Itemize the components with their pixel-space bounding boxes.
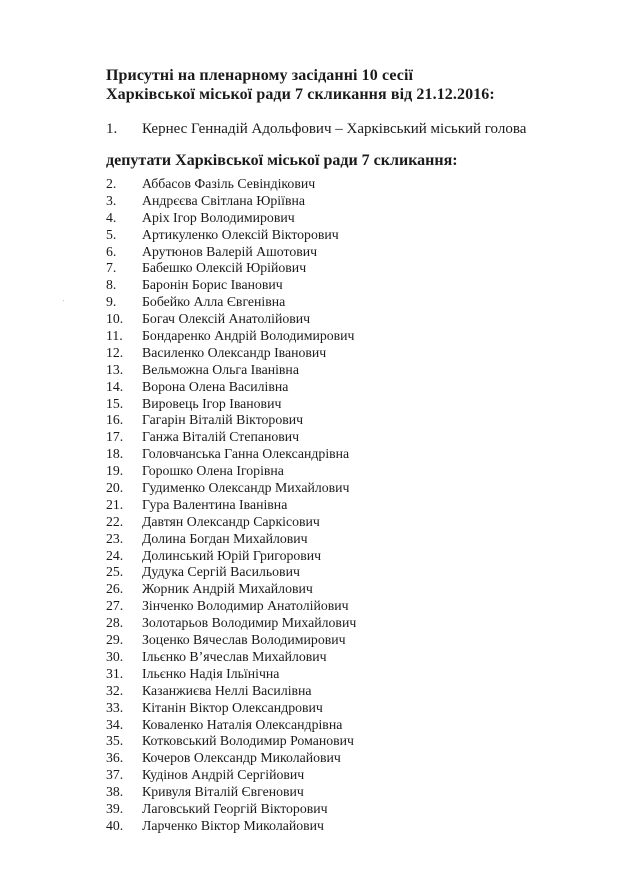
list-item <box>106 548 586 565</box>
deputy-name: Ларченко Віктор Миколайович <box>142 817 324 833</box>
deputy-number: 3. <box>106 192 117 208</box>
deputy-name: Долина Богдан Михайлович <box>142 530 308 546</box>
deputy-name: Бондаренко Андрій Володимирович <box>142 328 355 344</box>
deputies-heading: депутати Харківської міської ради 7 скликання: <box>106 152 458 169</box>
list-item <box>106 700 586 717</box>
deputy-name: Артикуленко Олексій Вікторович <box>142 226 339 242</box>
list-item <box>106 598 586 615</box>
deputy-number: 21. <box>106 496 124 512</box>
deputy-number: 4. <box>106 209 117 225</box>
deputy-number: 25. <box>106 564 124 580</box>
deputy-number: 5. <box>106 226 117 242</box>
scan-speck <box>63 300 64 301</box>
deputy-name: Ганжа Віталій Степанович <box>142 429 300 445</box>
deputy-name: Ільєнко В’ячеслав Михайлович <box>142 648 327 664</box>
deputy-number: 30. <box>106 648 124 664</box>
deputy-name: Гура Валентина Іванівна <box>142 496 288 512</box>
deputy-name: Арутюнов Валерій Ашотович <box>142 243 318 259</box>
list-item <box>106 362 586 379</box>
deputy-name: Казанжиєва Неллі Василівна <box>142 682 312 698</box>
deputy-number: 23. <box>106 530 124 546</box>
title-line-1: Присутні на пленарному засіданні 10 сесії <box>106 67 414 84</box>
list-item <box>106 446 586 463</box>
list-item <box>106 717 586 734</box>
deputy-name: Баронін Борис Іванович <box>142 277 283 293</box>
deputy-number: 8. <box>106 277 117 293</box>
deputy-name: Давтян Олександр Саркісович <box>142 513 320 529</box>
deputy-number: 26. <box>106 581 124 597</box>
deputy-name: Бобейко Алла Євгенівна <box>142 294 286 310</box>
deputy-number: 17. <box>106 429 124 445</box>
deputy-number: 2. <box>106 176 117 191</box>
list-item <box>106 227 586 244</box>
list-item <box>106 581 586 598</box>
list-item <box>106 244 586 261</box>
deputy-number: 40. <box>106 817 124 833</box>
list-item <box>106 294 586 311</box>
deputy-number: 24. <box>106 547 124 563</box>
deputy-name: Василенко Олександр Іванович <box>142 344 327 360</box>
list-item <box>106 210 586 227</box>
list-item <box>106 750 586 767</box>
list-item <box>106 429 586 446</box>
list-item <box>106 683 586 700</box>
deputy-name: Ільєнко Надія Ільїнічна <box>142 665 280 681</box>
deputy-name: Аріх Ігор Володимирович <box>142 209 295 225</box>
deputy-number: 38. <box>106 784 124 800</box>
deputy-number: 39. <box>106 800 124 816</box>
list-item <box>106 463 586 480</box>
deputy-name: Горошко Олена Ігорівна <box>142 463 284 479</box>
deputy-name: Зоценко Вячеслав Володимирович <box>142 632 346 648</box>
deputy-name: Богач Олексій Анатолійович <box>142 311 311 327</box>
list-item <box>106 801 586 818</box>
deputy-number: 36. <box>106 750 124 766</box>
list-item <box>106 733 586 750</box>
deputy-number: 33. <box>106 699 124 715</box>
deputy-name: Гудименко Олександр Михайлович <box>142 480 350 496</box>
list-item <box>106 480 586 497</box>
deputy-number: 20. <box>106 480 124 496</box>
deputy-number: 34. <box>106 716 124 732</box>
city-head-number: 1. <box>106 121 118 137</box>
deputy-name: Лаговський Георгій Вікторович <box>142 800 328 816</box>
deputy-list <box>106 176 586 835</box>
list-item <box>106 176 586 193</box>
list-item <box>106 767 586 784</box>
deputy-name: Зінченко Володимир Анатолійович <box>142 598 349 614</box>
deputy-name: Вельможна Ольга Іванівна <box>142 361 299 377</box>
deputy-number: 9. <box>106 294 117 310</box>
deputy-number: 32. <box>106 682 124 698</box>
deputy-number: 10. <box>106 311 124 327</box>
deputy-number: 18. <box>106 446 124 462</box>
list-item <box>106 260 586 277</box>
deputy-number: 6. <box>106 243 117 259</box>
deputy-name: Бабешко Олексій Юрійович <box>142 260 307 276</box>
list-item <box>106 396 586 413</box>
list-item <box>106 784 586 801</box>
list-item <box>106 615 586 632</box>
city-head-text: Кернес Геннадій Адольфович – Харківський міський голова <box>142 121 527 137</box>
deputy-number: 35. <box>106 733 124 749</box>
city-head-entry <box>106 120 606 138</box>
list-item <box>106 311 586 328</box>
deputy-number: 29. <box>106 632 124 648</box>
deputy-number: 15. <box>106 395 124 411</box>
deputy-name: Вировець Ігор Іванович <box>142 395 282 411</box>
list-item <box>106 379 586 396</box>
deputy-number: 28. <box>106 615 124 631</box>
deputy-number: 22. <box>106 513 124 529</box>
list-item <box>106 514 586 531</box>
list-item <box>106 412 586 429</box>
deputy-name: Золотарьов Володимир Михайлович <box>142 615 357 631</box>
list-item <box>106 649 586 666</box>
list-item <box>106 328 586 345</box>
deputy-number: 13. <box>106 361 124 377</box>
list-item <box>106 193 586 210</box>
list-item <box>106 818 586 835</box>
deputy-name: Котковський Володимир Романович <box>142 733 354 749</box>
list-item <box>106 564 586 581</box>
deputy-name: Кудінов Андрій Сергійович <box>142 767 305 783</box>
deputy-number: 16. <box>106 412 124 428</box>
deputy-name: Коваленко Наталія Олександрівна <box>142 716 343 732</box>
deputy-number: 14. <box>106 378 124 394</box>
deputy-number: 7. <box>106 260 117 276</box>
list-item <box>106 666 586 683</box>
deputy-name: Дудука Сергій Васильович <box>142 564 300 580</box>
deputy-name: Андрєєва Світлана Юріївна <box>142 192 305 208</box>
deputy-number: 11. <box>106 328 123 344</box>
deputy-number: 19. <box>106 463 124 479</box>
deputy-name: Кривуля Віталій Євгенович <box>142 784 304 800</box>
deputy-number: 12. <box>106 344 124 360</box>
deputy-number: 31. <box>106 665 124 681</box>
deputy-name: Ворона Олена Василівна <box>142 378 289 394</box>
list-item <box>106 277 586 294</box>
list-item <box>106 632 586 649</box>
deputy-number: 37. <box>106 767 124 783</box>
document-title <box>106 66 606 104</box>
deputy-number: 27. <box>106 598 124 614</box>
deputy-name: Кітанін Віктор Олександрович <box>142 699 323 715</box>
deputy-name: Гагарін Віталій Вікторович <box>142 412 304 428</box>
list-item <box>106 497 586 514</box>
deputy-name: Кочеров Олександр Миколайович <box>142 750 341 766</box>
deputy-name: Долинський Юрій Григорович <box>142 547 322 563</box>
list-item <box>106 531 586 548</box>
list-item <box>106 345 586 362</box>
title-line-2: Харківської міської ради 7 скликання від 21.12.2016: <box>106 86 495 103</box>
deputy-name: Головчанська Ганна Олександрівна <box>142 446 350 462</box>
deputy-name: Аббасов Фазіль Севіндікович <box>142 176 316 191</box>
deputy-name: Жорник Андрій Михайлович <box>142 581 313 597</box>
